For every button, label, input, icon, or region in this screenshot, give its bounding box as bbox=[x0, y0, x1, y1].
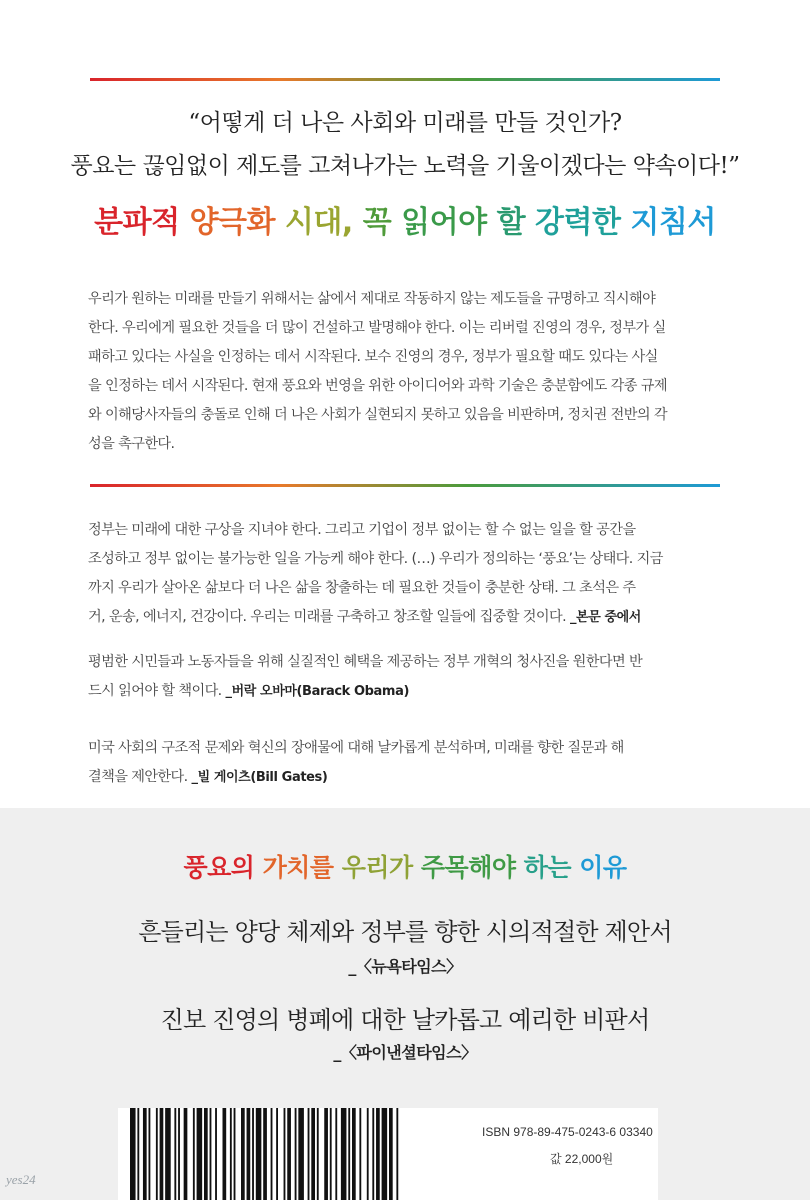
top-quote-line-1: “어떻게 더 나은 사회와 미래를 만들 것인가? bbox=[188, 110, 622, 136]
intro-line: 성을 촉구한다. bbox=[88, 436, 175, 452]
panel-heading-segment: 풍요의 bbox=[183, 853, 263, 882]
intro-line: 우리가 원하는 미래를 만들기 위해서는 삶에서 제대로 작동하지 않는 제도들을 규명하고 직시해야 bbox=[88, 291, 656, 307]
panel-heading bbox=[60, 848, 750, 884]
excerpt-line: 조성하고 정부 없이는 불가능한 일을 가능케 해야 한다. (…) 우리가 정의하는 ‘풍요’는 상태다. 지금 bbox=[88, 551, 663, 567]
blurb-ft: 진보 진영의 병폐에 대한 날카롭고 예리한 비판서 bbox=[160, 1006, 650, 1034]
headline-segment: 꼭 bbox=[362, 205, 402, 240]
review-gates-attribution: _빌 게이츠(Bill Gates) bbox=[191, 770, 328, 785]
middle-gradient-rule bbox=[90, 484, 720, 487]
excerpt-line: 까지 우리가 살아온 삶보다 더 나은 삶을 창출하는 데 필요한 것들이 충분한 상태. 그 초석은 주 bbox=[88, 580, 636, 596]
top-gradient-rule bbox=[90, 78, 720, 81]
intro-line: 패하고 있다는 사실을 인정하는 데서 시작된다. 보수 진영의 경우, 정부가 필요할 때도 있다는 사실 bbox=[88, 349, 658, 365]
review-obama-attribution: _버락 오바마(Barack Obama) bbox=[225, 684, 409, 699]
isbn-text: ISBN 978-89-475-0243-6 03340 bbox=[482, 1125, 653, 1139]
headline-segment: 지침서 bbox=[630, 205, 716, 240]
headline-segment: 시대, bbox=[284, 205, 363, 240]
panel-heading-segment: 우리가 bbox=[341, 853, 421, 882]
excerpt-paragraph bbox=[88, 516, 728, 632]
review-obama-line-2 bbox=[88, 677, 728, 706]
review-gates-line-2 bbox=[88, 763, 728, 792]
intro-line: 한다. 우리에게 필요한 것들을 더 많이 건설하고 발명해야 한다. 이는 리버럴 진영의 경우, 정부가 실 bbox=[88, 320, 666, 336]
review-gates bbox=[88, 734, 728, 792]
blurb-nyt: 흔들리는 양당 체제와 정부를 향한 시의적절한 제안서 bbox=[138, 918, 672, 946]
intro-paragraph bbox=[88, 285, 728, 459]
excerpt-attribution: _본문 중에서 bbox=[569, 610, 641, 625]
review-obama bbox=[88, 648, 728, 706]
headline-segment: 할 bbox=[496, 205, 535, 240]
headline-segment: 양극화 bbox=[189, 205, 285, 240]
barcode-box bbox=[118, 1108, 658, 1200]
source-ft: _〈파이낸셜타임스〉 bbox=[333, 1043, 477, 1062]
panel-heading-segment: 가치를 bbox=[262, 853, 342, 882]
source-nyt: _〈뉴욕타임스〉 bbox=[348, 957, 462, 976]
review-obama-line-2-text: 드시 읽어야 할 책이다. bbox=[88, 683, 226, 699]
headline-segment: 읽어야 bbox=[401, 205, 497, 240]
intro-line: 을 인정하는 데서 시작된다. 현재 풍요와 번영을 위한 아이디어와 과학 기술은 충분함에도 각종 규제 bbox=[88, 378, 667, 394]
panel-heading-segment: 주목해야 bbox=[420, 853, 524, 882]
top-quote-line-2: 풍요는 끊임없이 제도를 고쳐나가는 노력을 기울이겠다는 약속이다!” bbox=[70, 153, 740, 179]
panel-heading-segment: 하는 bbox=[523, 853, 580, 882]
price-text: 값 22,000원 bbox=[550, 1152, 614, 1166]
review-gates-line-2-text: 결책을 제안한다. bbox=[88, 769, 192, 785]
watermark-logo: yes24 bbox=[6, 1172, 36, 1187]
headline-segment: 분파적 bbox=[94, 205, 190, 240]
excerpt-line: 거, 운송, 에너지, 건강이다. 우리는 미래를 구축하고 창조할 일들에 집중할 것이다. _본문 중에서 bbox=[88, 609, 641, 625]
excerpt-line: 정부는 미래에 대한 구상을 지녀야 한다. 그리고 기업이 정부 없이는 할 수 없는 일을 할 공간을 bbox=[88, 522, 636, 538]
intro-line: 와 이해당사자들의 충돌로 인해 더 나은 사회가 실현되지 못하고 있음을 비판하며, 정치권 전반의 각 bbox=[88, 407, 667, 423]
review-obama-line-1: 평범한 시민들과 노동자들을 위해 실질적인 혜택을 제공하는 정부 개혁의 청사진을 원한다면 반 bbox=[88, 654, 643, 670]
headline bbox=[40, 197, 770, 241]
barcode-icon bbox=[126, 1108, 466, 1200]
panel-heading-segment: 이유 bbox=[579, 853, 627, 882]
headline-segment: 강력한 bbox=[535, 205, 631, 240]
review-gates-line-1: 미국 사회의 구조적 문제와 혁신의 장애물에 대해 날카롭게 분석하며, 미래를 향한 질문과 해 bbox=[88, 740, 624, 756]
